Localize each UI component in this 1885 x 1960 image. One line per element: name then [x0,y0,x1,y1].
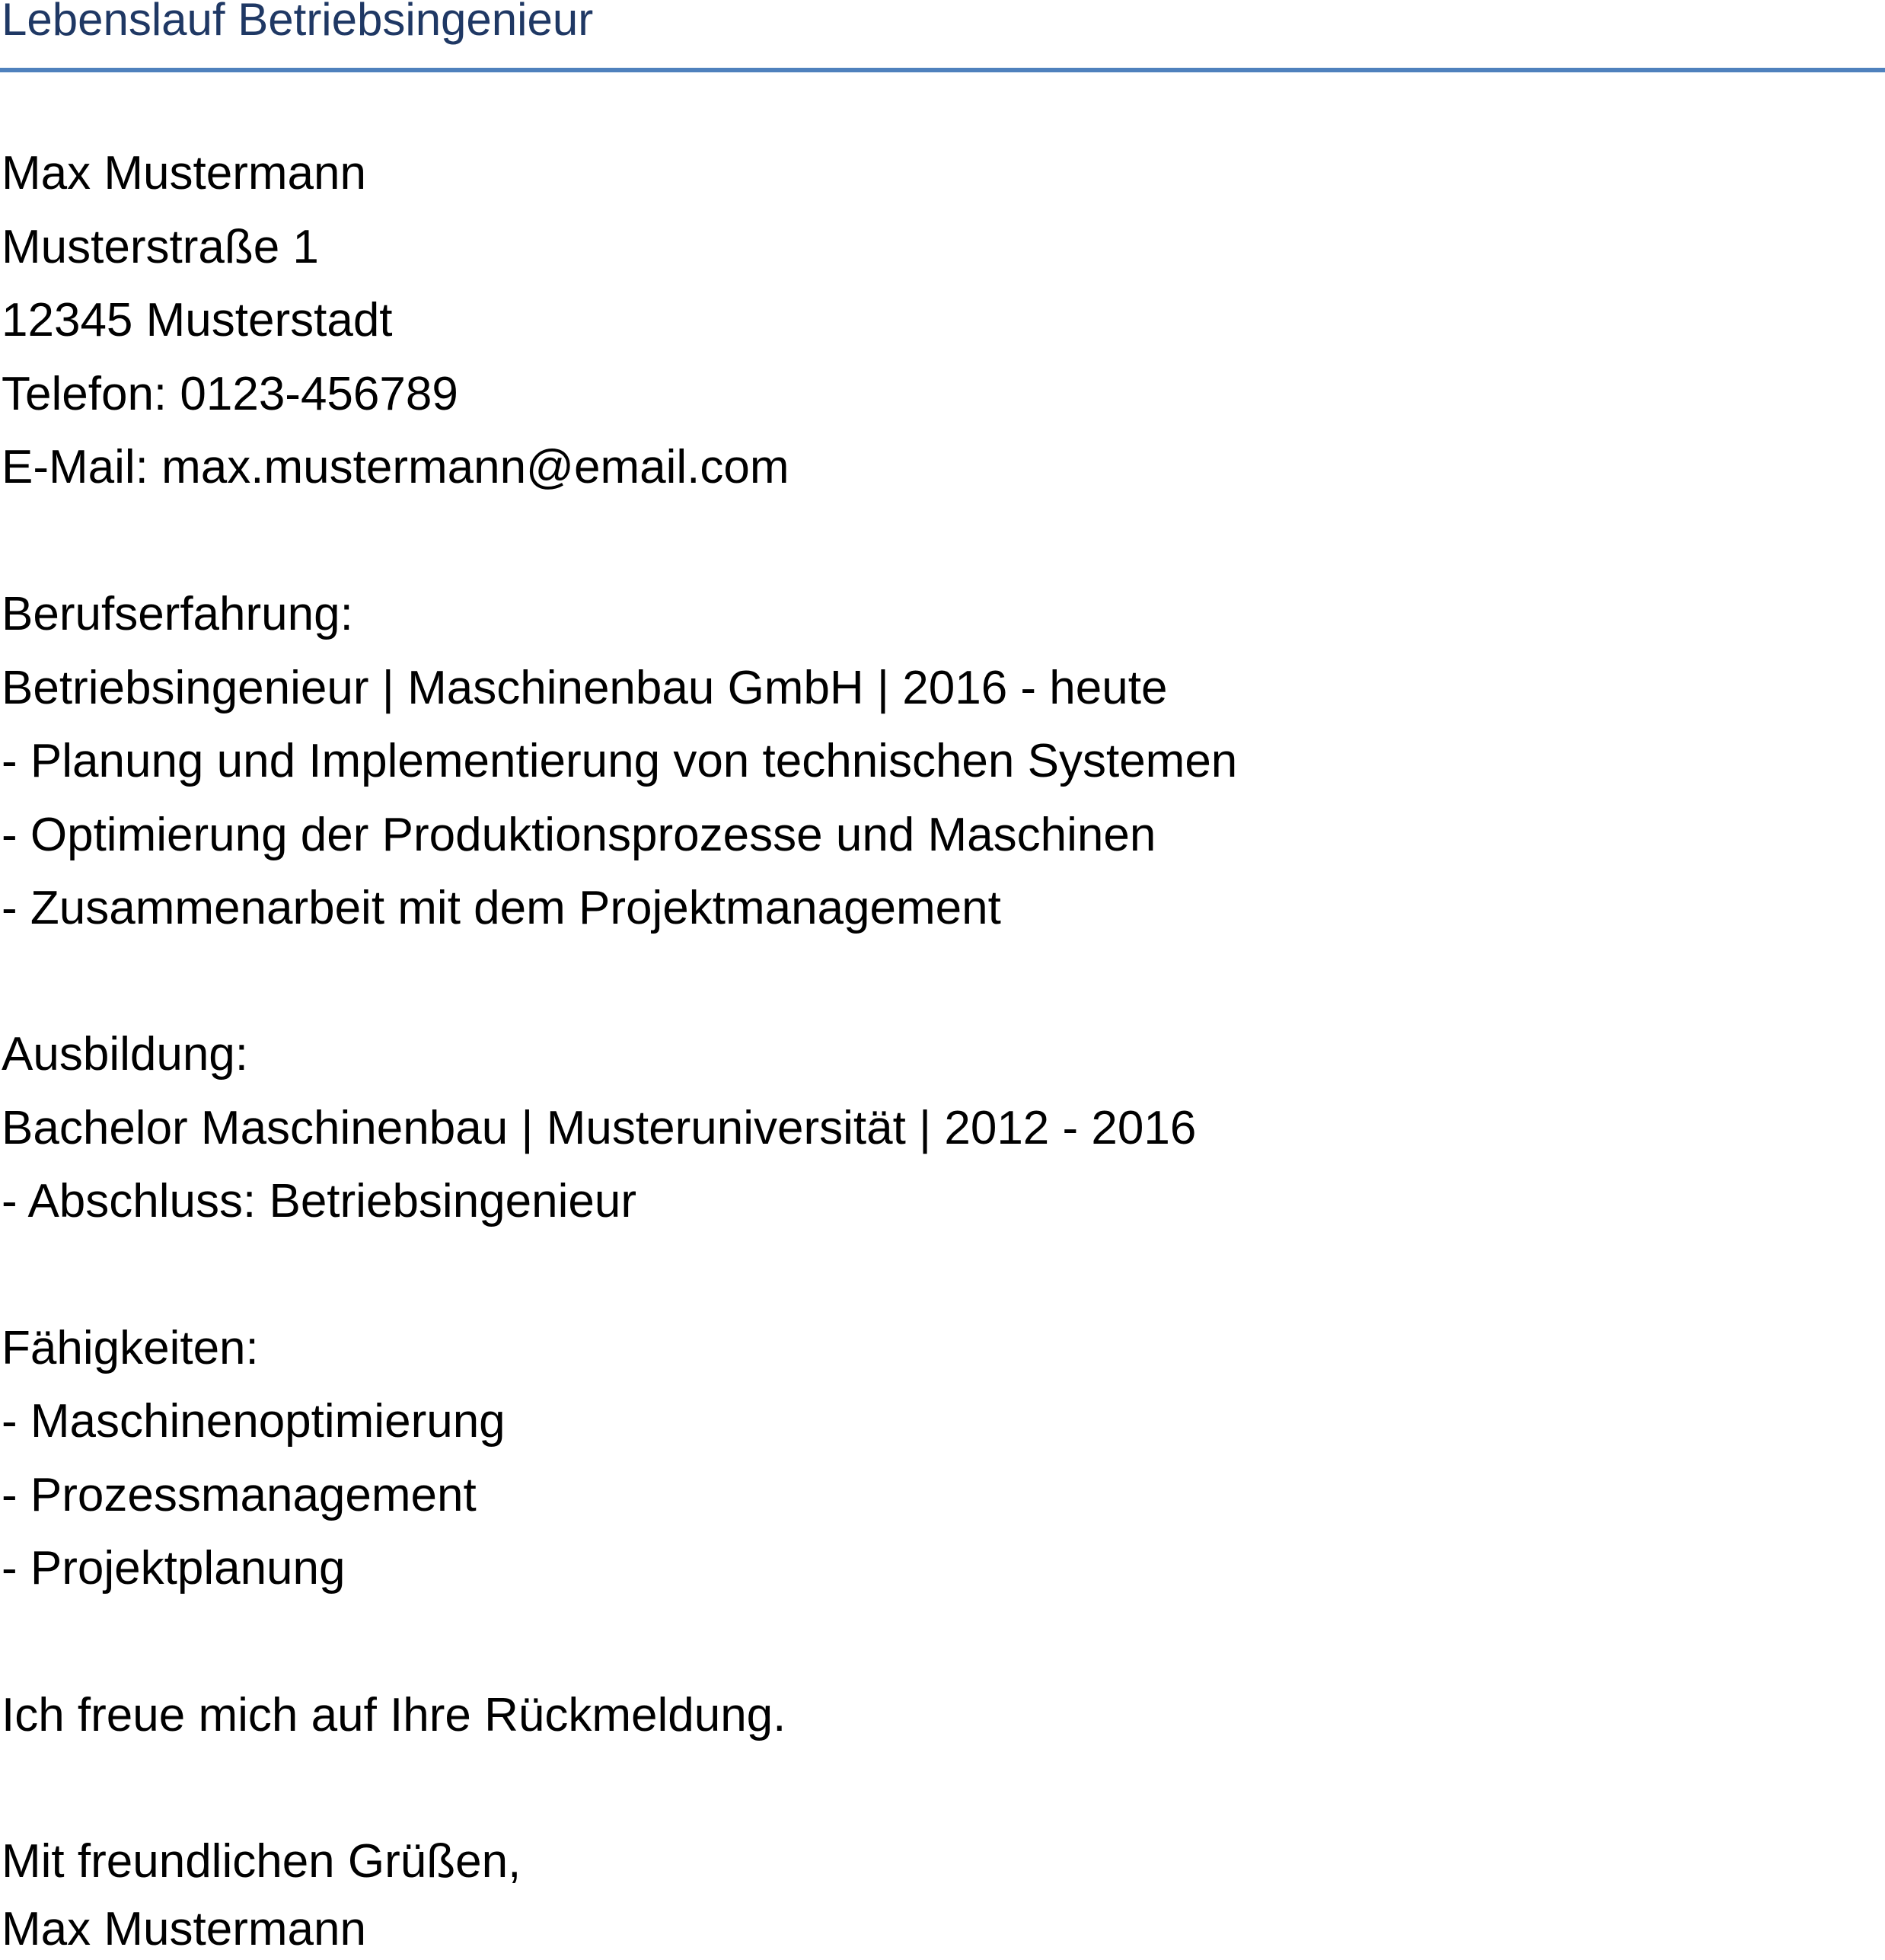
closing-text: Ich freue mich auf Ihre Rückmeldung. [2,1689,786,1741]
experience-item: - Planung und Implementierung von technischen Systemen [2,735,1238,787]
contact-city: 12345 Musterstadt [2,294,393,346]
skills-heading: Fähigkeiten: [2,1322,259,1374]
experience-item: - Zusammenarbeit mit dem Projektmanagement [2,882,1001,934]
experience-item: - Optimierung der Produktionsprozesse und Maschinen [2,809,1156,861]
education-degree: Bachelor Maschinenbau | Musteruniversität | 2012 - 2016 [2,1102,1197,1154]
education-heading: Ausbildung: [2,1028,249,1081]
skills-item: - Prozessmanagement [2,1469,477,1521]
document-title: Lebenslauf Betriebsingenieur [2,0,594,45]
signature-name: Max Mustermann [2,1903,366,1955]
skills-item: - Maschinenoptimierung [2,1395,506,1448]
closing-salutation: Mit freundlichen Grüßen, [2,1835,521,1888]
education-item: - Abschluss: Betriebsingenieur [2,1175,637,1227]
contact-street: Musterstraße 1 [2,221,319,273]
skills-item: - Projektplanung [2,1542,346,1594]
experience-position: Betriebsingenieur | Maschinenbau GmbH | 2016 - heute [2,662,1168,714]
title-underline-rule [0,68,1885,72]
contact-name: Max Mustermann [2,147,366,200]
contact-phone: Telefon: 0123-456789 [2,368,458,420]
contact-email: E-Mail: max.mustermann@email.com [2,441,789,493]
experience-heading: Berufserfahrung: [2,588,353,640]
